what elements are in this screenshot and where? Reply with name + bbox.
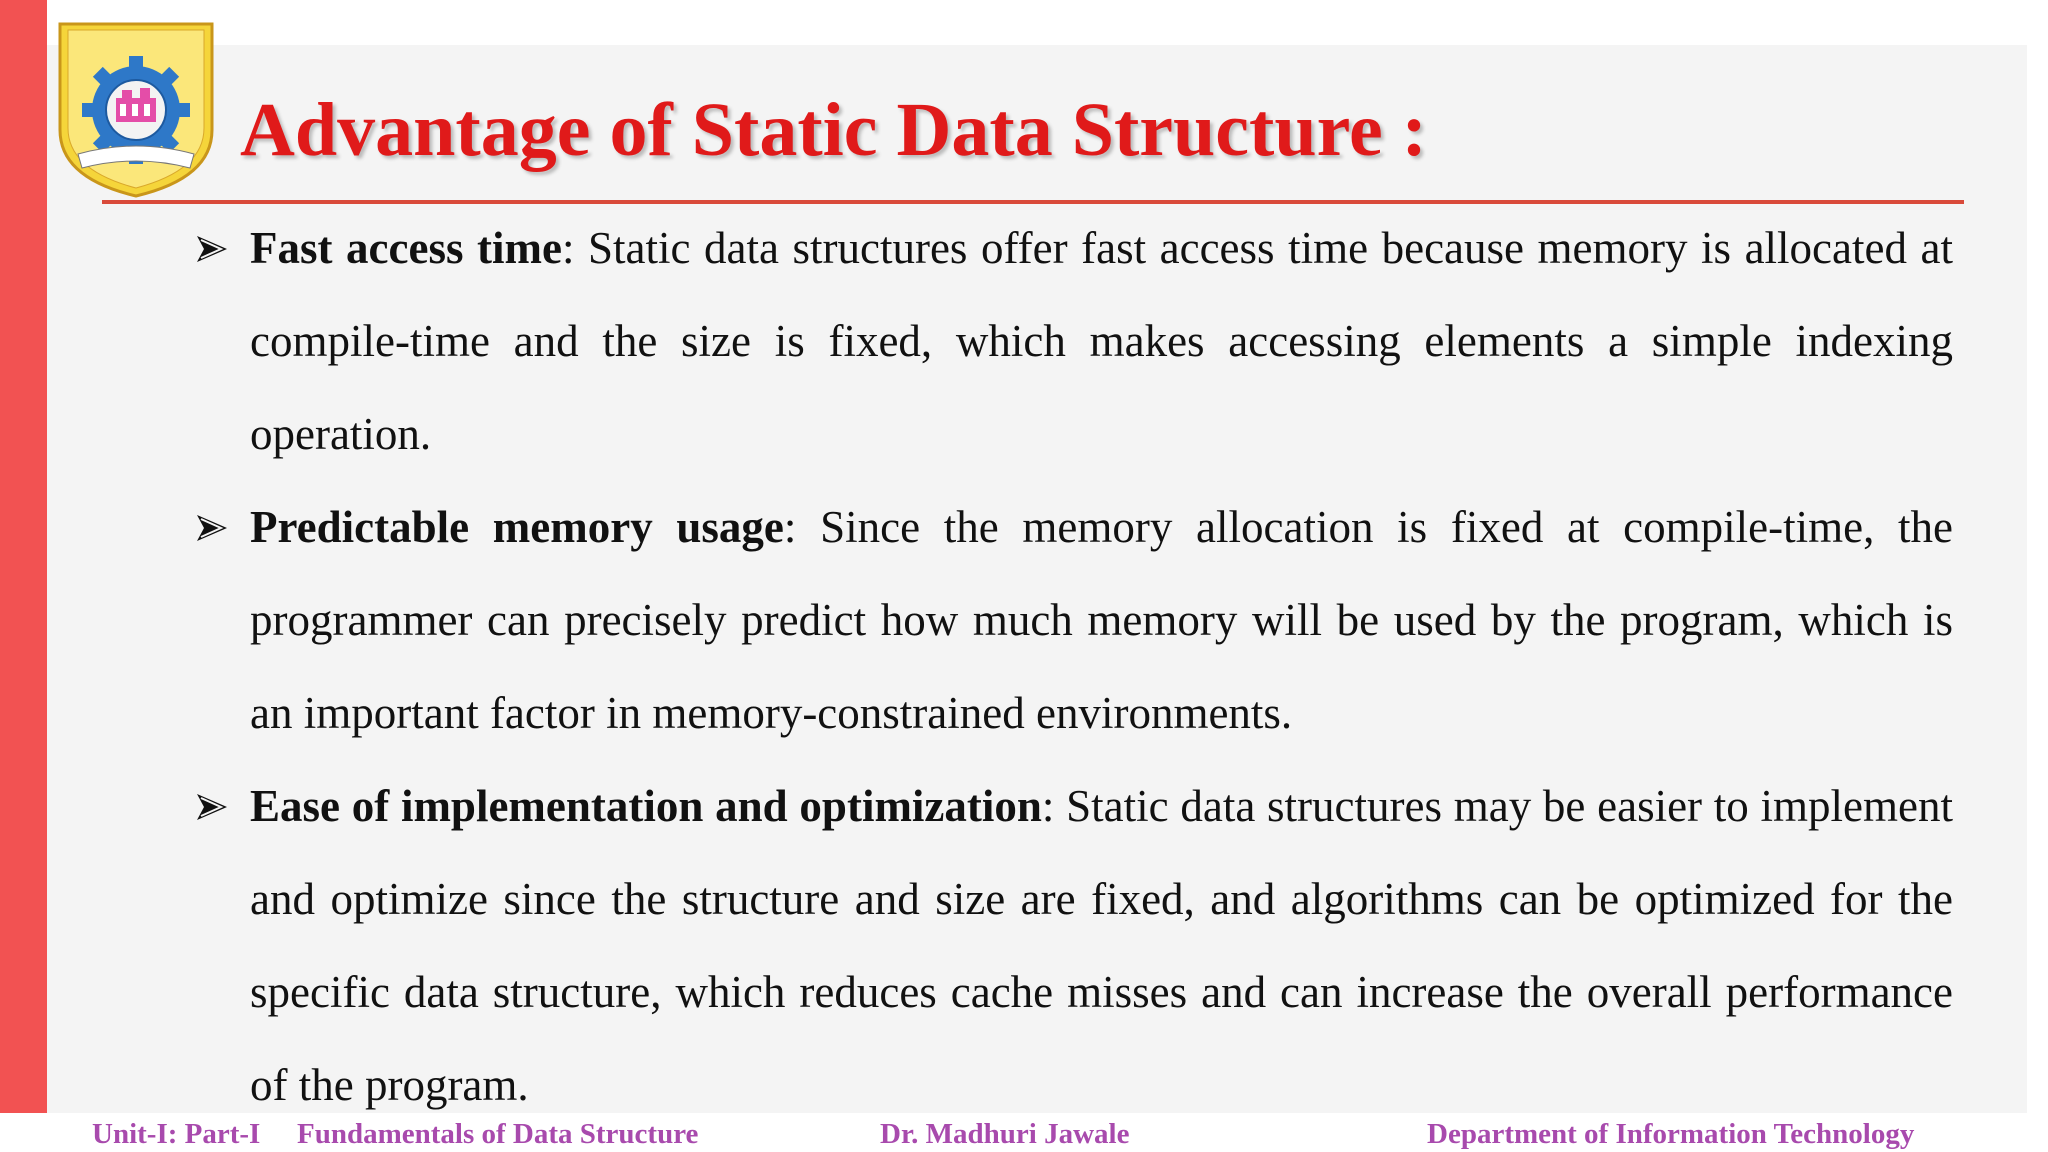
arrow-bullet-icon xyxy=(195,202,235,295)
college-logo-image xyxy=(54,18,218,198)
footer-unit: Unit-I: Part-I xyxy=(92,1118,261,1150)
college-logo xyxy=(54,18,218,198)
arrow-bullet-icon xyxy=(195,760,235,853)
footer-department: Department of Information Technology xyxy=(1427,1118,1915,1150)
bullet-text: Static data structures offer fast access time because memory is allocated at compile-time and the size is fixed, which makes accessing elements a simple indexing operation. xyxy=(250,223,1953,459)
bullet-term: Ease of implementation and optimization xyxy=(250,781,1042,831)
left-accent-bar xyxy=(0,0,47,1152)
footer-author: Dr. Madhuri Jawale xyxy=(880,1118,1130,1150)
bullet-text: Since the memory allocation is fixed at compile-time, the programmer can precisely predict how much memory will be used by the program, which is an important factor in memory-constrained environments. xyxy=(250,502,1953,738)
slide-title: Advantage of Static Data Structure : xyxy=(240,88,1427,172)
bullet-separator: : xyxy=(1041,781,1067,831)
bullet-item-ease-of-implementation xyxy=(195,760,1953,1132)
bullet-separator: : xyxy=(561,223,588,273)
bullet-item-predictable-memory-usage xyxy=(195,481,1953,760)
bullet-term: Fast access time xyxy=(250,223,562,273)
bullet-term: Predictable memory usage xyxy=(250,502,784,552)
bullet-item-fast-access-time xyxy=(195,202,1953,481)
bullet-separator: : xyxy=(783,502,821,552)
bullet-text: Static data structures may be easier to implement and optimize since the structure and size are fixed, and algorithms can be optimized for the specific data structure, which reduces cache misses and can increase the overall performance of the program. xyxy=(250,781,1953,1110)
slide-footer xyxy=(0,1113,2048,1152)
bullet-list xyxy=(195,202,1953,1132)
footer-subject: Fundamentals of Data Structure xyxy=(297,1118,699,1150)
arrow-bullet-icon xyxy=(195,481,235,574)
